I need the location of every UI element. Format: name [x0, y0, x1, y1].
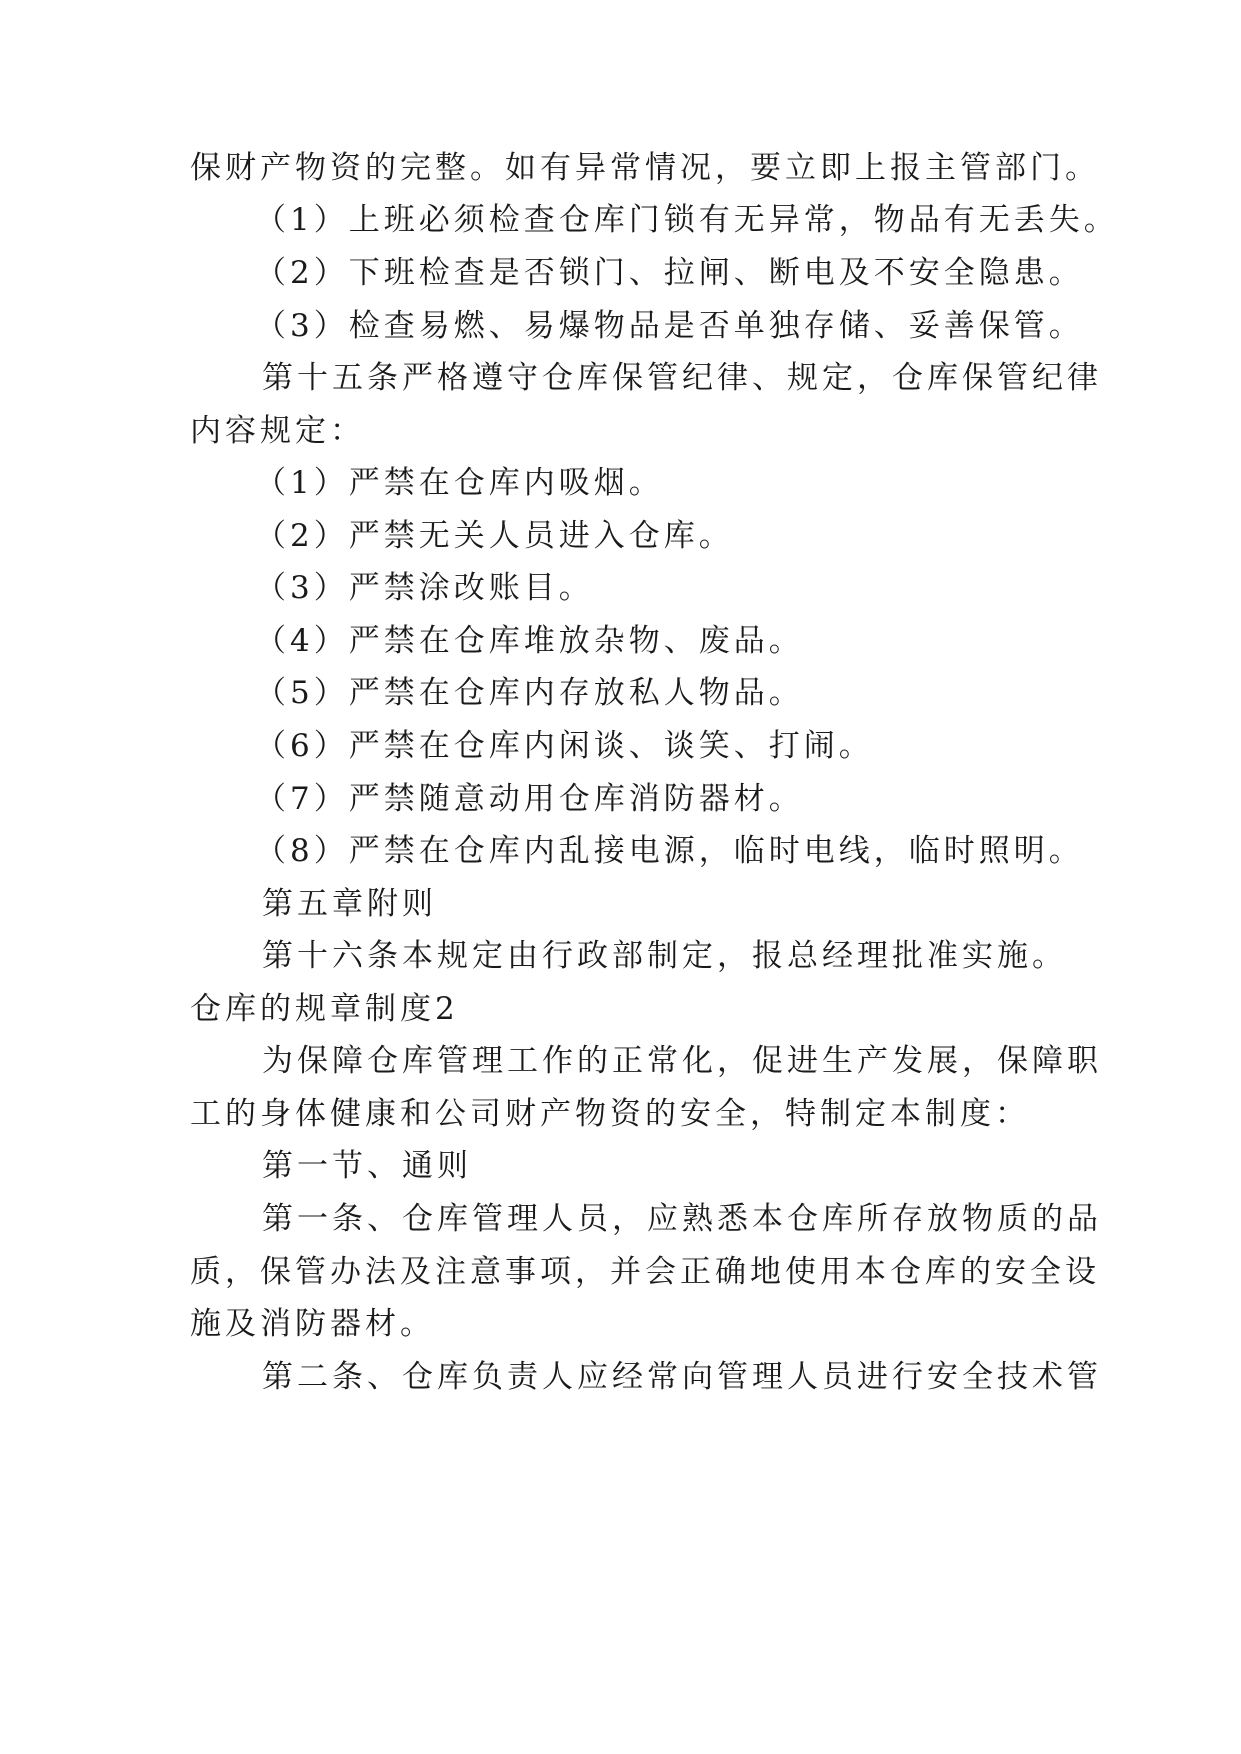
chapter-heading: 第五章附则 — [262, 886, 437, 922]
paragraph-line: 施及消防器材。 — [190, 1306, 435, 1342]
list-item: （2）下班检查是否锁门、拉闸、断电及不安全隐患。 — [255, 255, 1084, 291]
article-paragraph: 第十六条本规定由行政部制定，报总经理批准实施。 — [262, 938, 1067, 974]
section-title: 仓库的规章制度2 — [190, 991, 459, 1027]
paragraph-line: 为保障仓库管理工作的正常化，促进生产发展，保障职 — [262, 1043, 1102, 1079]
list-item: （4）严禁在仓库堆放杂物、废品。 — [255, 623, 804, 659]
list-item: （1）上班必须检查仓库门锁有无异常，物品有无丢失。 — [255, 202, 1119, 238]
list-item: （1）严禁在仓库内吸烟。 — [255, 465, 664, 501]
section-heading: 第一节、通则 — [262, 1148, 472, 1184]
article-heading: 第十五条严格遵守仓库保管纪律、规定，仓库保管纪律 — [262, 360, 1102, 396]
list-item: （3）检查易燃、易爆物品是否单独存储、妥善保管。 — [255, 308, 1084, 344]
paragraph-line: 内容规定： — [190, 413, 365, 449]
article-paragraph: 第一条、仓库管理人员，应熟悉本仓库所存放物质的品 — [262, 1201, 1102, 1237]
paragraph-line: 工的身体健康和公司财产物资的安全，特制定本制度： — [190, 1096, 1030, 1132]
article-paragraph: 第二条、仓库负责人应经常向管理人员进行安全技术管 — [262, 1359, 1102, 1395]
list-item: （7）严禁随意动用仓库消防器材。 — [255, 781, 804, 817]
paragraph-line: 保财产物资的完整。如有异常情况，要立即上报主管部门。 — [190, 150, 1100, 186]
list-item: （2）严禁无关人员进入仓库。 — [255, 518, 734, 554]
list-item: （6）严禁在仓库内闲谈、谈笑、打闹。 — [255, 728, 874, 764]
list-item: （5）严禁在仓库内存放私人物品。 — [255, 675, 804, 711]
list-item: （3）严禁涂改账目。 — [255, 570, 594, 606]
list-item: （8）严禁在仓库内乱接电源，临时电线，临时照明。 — [255, 833, 1084, 869]
paragraph-line: 质，保管办法及注意事项，并会正确地使用本仓库的安全设 — [190, 1254, 1100, 1290]
